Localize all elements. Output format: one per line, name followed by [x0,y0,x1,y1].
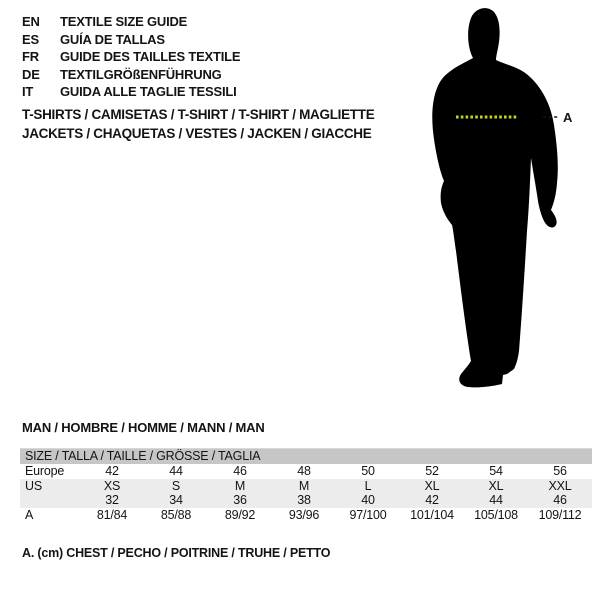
language-code: IT [22,84,34,99]
table-cell: 54 [489,464,503,478]
table-cell: 56 [553,464,567,478]
language-label: GUÍA DE TALLAS [60,31,165,47]
table-cell: 44 [169,464,183,478]
table-cell: XL [488,478,504,493]
language-code: FR [22,49,39,64]
language-row [22,31,240,49]
table-row [20,493,592,508]
measurement-footnote: A. (cm) CHEST / PECHO / POITRINE / TRUHE / PETTO [22,546,331,560]
language-label: GUIDE DES TAILLES TEXTILE [60,49,241,64]
row-label: A [25,507,34,522]
language-code: DE [22,66,40,82]
table-row [20,464,592,479]
table-cell: 42 [105,464,119,478]
language-label: TEXTILE SIZE GUIDE [60,14,188,29]
table-row [20,508,592,523]
table-cell: 81/84 [96,507,128,522]
language-row [22,48,240,66]
table-cell: 40 [361,493,375,507]
table-cell: 36 [233,493,247,507]
table-cell: 42 [425,493,439,507]
table-cell: 34 [169,493,183,507]
row-label: Europe [25,464,65,478]
table-cell: 48 [297,464,311,478]
table-cell: 44 [489,493,503,507]
language-list [22,13,240,101]
row-label [20,493,80,508]
language-label: TEXTILGRÖßENFÜHRUNG [60,66,222,82]
category-line-tshirts: T-SHIRTS / CAMISETAS / T-SHIRT / T-SHIRT / MAGLIETTE [22,107,375,122]
table-cell: 50 [361,464,375,478]
table-cell: 38 [297,493,311,507]
table-cell: 46 [553,493,567,507]
table-cell: 89/92 [224,507,256,522]
language-code: ES [22,31,39,47]
table-cell: 32 [105,493,119,507]
measure-label: A [563,110,573,125]
row-label: US [25,478,42,493]
table-cell: 85/88 [160,507,192,522]
table-cell: XS [103,478,121,493]
man-silhouette [432,8,558,387]
category-list [22,106,374,143]
table-cell: M [298,478,310,493]
size-table [20,448,592,522]
table-cell: XL [424,478,440,493]
section-title-man: MAN / HOMBRE / HOMME / MANN / MAN [22,420,265,435]
table-cell: M [234,478,246,493]
table-cell: 93/96 [288,507,320,522]
size-table-body [20,464,592,522]
man-silhouette-figure [410,3,575,395]
table-cell: 46 [233,464,247,478]
language-row [22,13,240,31]
table-cell: XXL [548,478,572,493]
table-row [20,479,592,494]
table-cell: 52 [425,464,439,478]
table-cell: S [171,478,181,493]
table-cell: 97/100 [349,507,387,522]
table-cell: 109/112 [538,507,582,522]
size-table-header: SIZE / TALLA / TAILLE / GRÖSSE / TAGLIA [20,449,592,464]
table-cell: 101/104 [410,507,454,522]
category-line-jackets: JACKETS / CHAQUETAS / VESTES / JACKEN / GIACCHE [22,125,372,141]
table-cell: L [364,478,372,493]
language-row [22,66,240,84]
language-code: EN [22,14,40,29]
language-label: GUIDA ALLE TAGLIE TESSILI [60,84,237,99]
language-row [22,83,240,101]
table-cell: 105/108 [474,507,518,522]
